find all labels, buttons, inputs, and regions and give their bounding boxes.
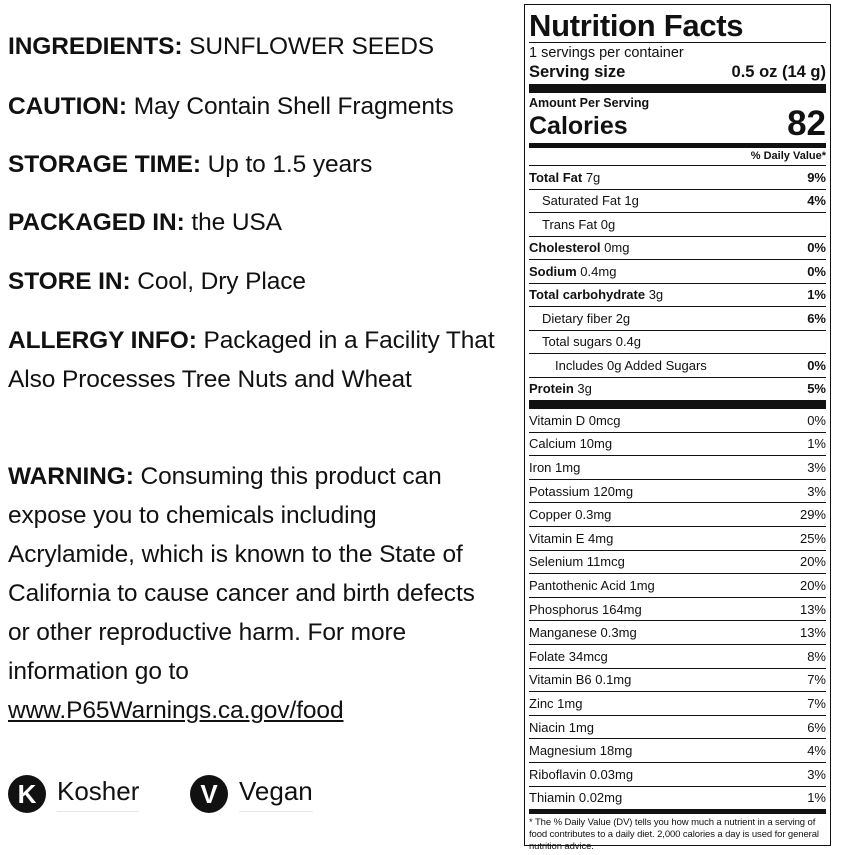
calories-value: 82 — [787, 104, 826, 143]
calories-label: Calories — [529, 112, 628, 140]
nutrient-label: Total sugars — [542, 334, 613, 350]
vitamin-daily-value: 13% — [799, 601, 826, 617]
vitamin-name: Copper 0.3mg — [529, 507, 612, 523]
vitamin-daily-value: 29% — [799, 507, 826, 523]
serving-size-value: 0.5 oz (14 g) — [731, 63, 826, 81]
vitamin-daily-value: 6% — [807, 719, 826, 735]
allergy-value: Packaged in a Facility That Also Processes Tree Nuts and Wheat — [8, 327, 495, 393]
vitamin-name: Selenium 11mcg — [529, 554, 625, 570]
vitamin-name: Vitamin D 0mcg — [529, 412, 621, 428]
nutrient-label: Dietary fiber — [542, 310, 613, 326]
storage-time-value: Up to 1.5 years — [207, 151, 373, 178]
store-in-label: STORE IN: — [8, 268, 131, 295]
allergy-line — [8, 321, 503, 399]
nutrient-name — [529, 264, 616, 279]
servings-per-container: 1 servings per container — [529, 45, 684, 61]
vitamin-daily-value: 8% — [807, 648, 826, 664]
nutrient-label: Total carbohydrate — [529, 287, 646, 303]
nutrient-amount: 2g — [615, 310, 631, 326]
vitamin-name: Vitamin E 4mg — [529, 530, 614, 546]
store-in-value: Cool, Dry Place — [137, 268, 306, 295]
vitamin-rows — [529, 409, 826, 809]
nutrient-amount: 0.4mg — [580, 263, 617, 279]
nutrient-name — [529, 170, 600, 185]
caution-value: May Contain Shell Fragments — [133, 93, 454, 120]
nutrition-facts-panel — [524, 4, 831, 853]
nutrient-amount: 0g — [600, 216, 616, 232]
serving-size-label: Serving size — [529, 63, 626, 81]
thick-divider — [529, 400, 826, 409]
warning-value: Consuming this product can expose you to chemicals including Acrylamide, which is known to the State of California to cause cancer and birth defects or other reproductive harm. For more information go to — [8, 463, 475, 685]
thick-divider — [529, 84, 826, 93]
nutrient-daily-value: 5% — [807, 381, 826, 397]
nutrient-daily-value: 0% — [807, 240, 826, 256]
nutrient-row — [529, 212, 826, 236]
nutrient-amount: 3g — [648, 287, 664, 303]
nutrient-amount: 0.4g — [615, 334, 642, 350]
nutrient-daily-value: 0% — [807, 357, 826, 373]
nutrient-daily-value: 6% — [807, 310, 826, 326]
warning-line — [8, 457, 503, 730]
nutrient-row — [529, 283, 826, 307]
vitamin-daily-value: 1% — [807, 436, 826, 452]
ingredients-line — [8, 27, 513, 66]
nutrient-amount: 1g — [624, 193, 639, 209]
vitamin-name: Niacin 1mg — [529, 719, 595, 735]
vitamin-row — [529, 786, 826, 810]
vitamin-row — [529, 644, 826, 668]
vitamin-name: Vitamin B6 0.1mg — [529, 672, 632, 688]
nutrient-row — [529, 377, 826, 401]
warning-label: WARNING: — [8, 463, 134, 490]
nutrient-name — [529, 381, 592, 396]
vitamin-row — [529, 715, 826, 739]
kosher-icon: K — [8, 775, 46, 813]
vitamin-daily-value: 13% — [799, 625, 826, 641]
vitamin-row — [529, 691, 826, 715]
medium-divider — [529, 809, 826, 814]
vitamin-name: Potassium 120mg — [529, 483, 634, 499]
store-in-line — [8, 262, 513, 301]
nutrient-name — [529, 358, 707, 373]
vitamin-row — [529, 432, 826, 456]
daily-value-header: % Daily Value* — [750, 150, 826, 162]
kosher-badge — [8, 774, 139, 814]
nutrient-row — [529, 353, 826, 377]
nutrient-row — [529, 189, 826, 213]
nutrient-label: Saturated Fat — [542, 193, 621, 209]
calories-row — [529, 104, 826, 143]
vegan-badge — [190, 774, 313, 814]
vitamin-name: Folate 34mcg — [529, 648, 608, 664]
vitamin-daily-value: 4% — [807, 743, 826, 759]
nutrient-amount: 0mg — [604, 240, 630, 256]
kosher-label: Kosher — [57, 776, 139, 812]
vitamin-row — [529, 526, 826, 550]
nutrient-row — [529, 165, 826, 189]
nutrient-daily-value: 1% — [807, 287, 826, 303]
vitamin-row — [529, 668, 826, 692]
nutrient-label: Trans Fat — [542, 216, 598, 232]
vitamin-row — [529, 573, 826, 597]
nutrient-label: Protein — [529, 381, 574, 397]
nutrient-row — [529, 330, 826, 354]
vegan-label: Vegan — [239, 776, 313, 812]
ingredients-label: INGREDIENTS: — [8, 33, 183, 60]
vitamin-daily-value: 20% — [799, 577, 826, 593]
vitamin-row — [529, 620, 826, 644]
nutrient-label: Total Fat — [529, 169, 583, 185]
nutrient-row — [529, 306, 826, 330]
vitamin-daily-value: 3% — [807, 483, 826, 499]
nutrient-daily-value: 9% — [807, 169, 826, 185]
caution-label: CAUTION: — [8, 93, 127, 120]
nutrient-amount: 3g — [577, 381, 592, 397]
packaged-in-line — [8, 203, 513, 242]
vitamin-daily-value: 1% — [807, 790, 826, 806]
vitamin-row — [529, 738, 826, 762]
nutrient-amount: 7g — [585, 169, 601, 185]
nutrient-daily-value: 4% — [807, 193, 826, 209]
vitamin-daily-value: 25% — [799, 530, 826, 546]
vitamin-daily-value: 20% — [799, 554, 826, 570]
vitamin-name: Zinc 1mg — [529, 695, 583, 711]
nutrient-row — [529, 236, 826, 260]
nutrient-name — [529, 334, 641, 349]
vitamin-daily-value: 3% — [807, 766, 826, 782]
p65-warnings-link[interactable]: www.P65Warnings.ca.gov/food — [8, 697, 344, 724]
vitamin-daily-value: 7% — [807, 672, 826, 688]
vegan-icon: V — [190, 775, 228, 813]
storage-time-label: STORAGE TIME: — [8, 151, 201, 178]
allergy-label: ALLERGY INFO: — [8, 327, 197, 354]
ingredients-value: SUNFLOWER SEEDS — [189, 33, 435, 60]
vitamin-row — [529, 409, 826, 432]
nutrient-name — [529, 240, 629, 255]
vitamin-name: Thiamin 0.02mg — [529, 790, 623, 806]
serving-size-row — [529, 62, 826, 82]
nutrient-rows — [529, 165, 826, 400]
nutrient-name — [529, 217, 615, 232]
vitamin-row — [529, 550, 826, 574]
nutrient-name — [529, 311, 630, 326]
vitamin-name: Phosphorus 164mg — [529, 601, 642, 617]
packaged-in-value: the USA — [191, 209, 282, 236]
caution-line — [8, 87, 513, 126]
vitamin-daily-value: 0% — [807, 412, 826, 428]
nutrition-facts-title: Nutrition Facts — [529, 8, 744, 43]
vitamin-row — [529, 597, 826, 621]
vitamin-row — [529, 479, 826, 503]
nutrient-label: Sodium — [529, 263, 577, 279]
nutrient-name — [529, 193, 639, 208]
vitamin-name: Manganese 0.3mg — [529, 625, 637, 641]
vitamin-daily-value: 7% — [807, 695, 826, 711]
vitamin-name: Iron 1mg — [529, 459, 581, 475]
vitamin-row — [529, 502, 826, 526]
nutrient-name — [529, 287, 663, 302]
vitamin-row — [529, 762, 826, 786]
nutrient-daily-value: 0% — [807, 263, 826, 279]
vitamin-name: Magnesium 18mg — [529, 743, 633, 759]
vitamin-name: Calcium 10mg — [529, 436, 613, 452]
nutrient-label: Includes 0g Added Sugars — [555, 357, 707, 373]
daily-value-footnote: * The % Daily Value (DV) tells you how much a nutrient in a serving of food contributes to a daily diet. 2,000 calories a day is used for general nutrition advice. — [529, 817, 819, 853]
vitamin-row — [529, 455, 826, 479]
vitamin-name: Riboflavin 0.03mg — [529, 766, 634, 782]
vitamin-daily-value: 3% — [807, 459, 826, 475]
packaged-in-label: PACKAGED IN: — [8, 209, 185, 236]
amount-per-serving: Amount Per Serving — [529, 96, 650, 110]
storage-time-line — [8, 145, 513, 184]
nutrient-row — [529, 259, 826, 283]
vitamin-name: Pantothenic Acid 1mg — [529, 577, 655, 593]
nutrient-label: Cholesterol — [529, 240, 601, 256]
